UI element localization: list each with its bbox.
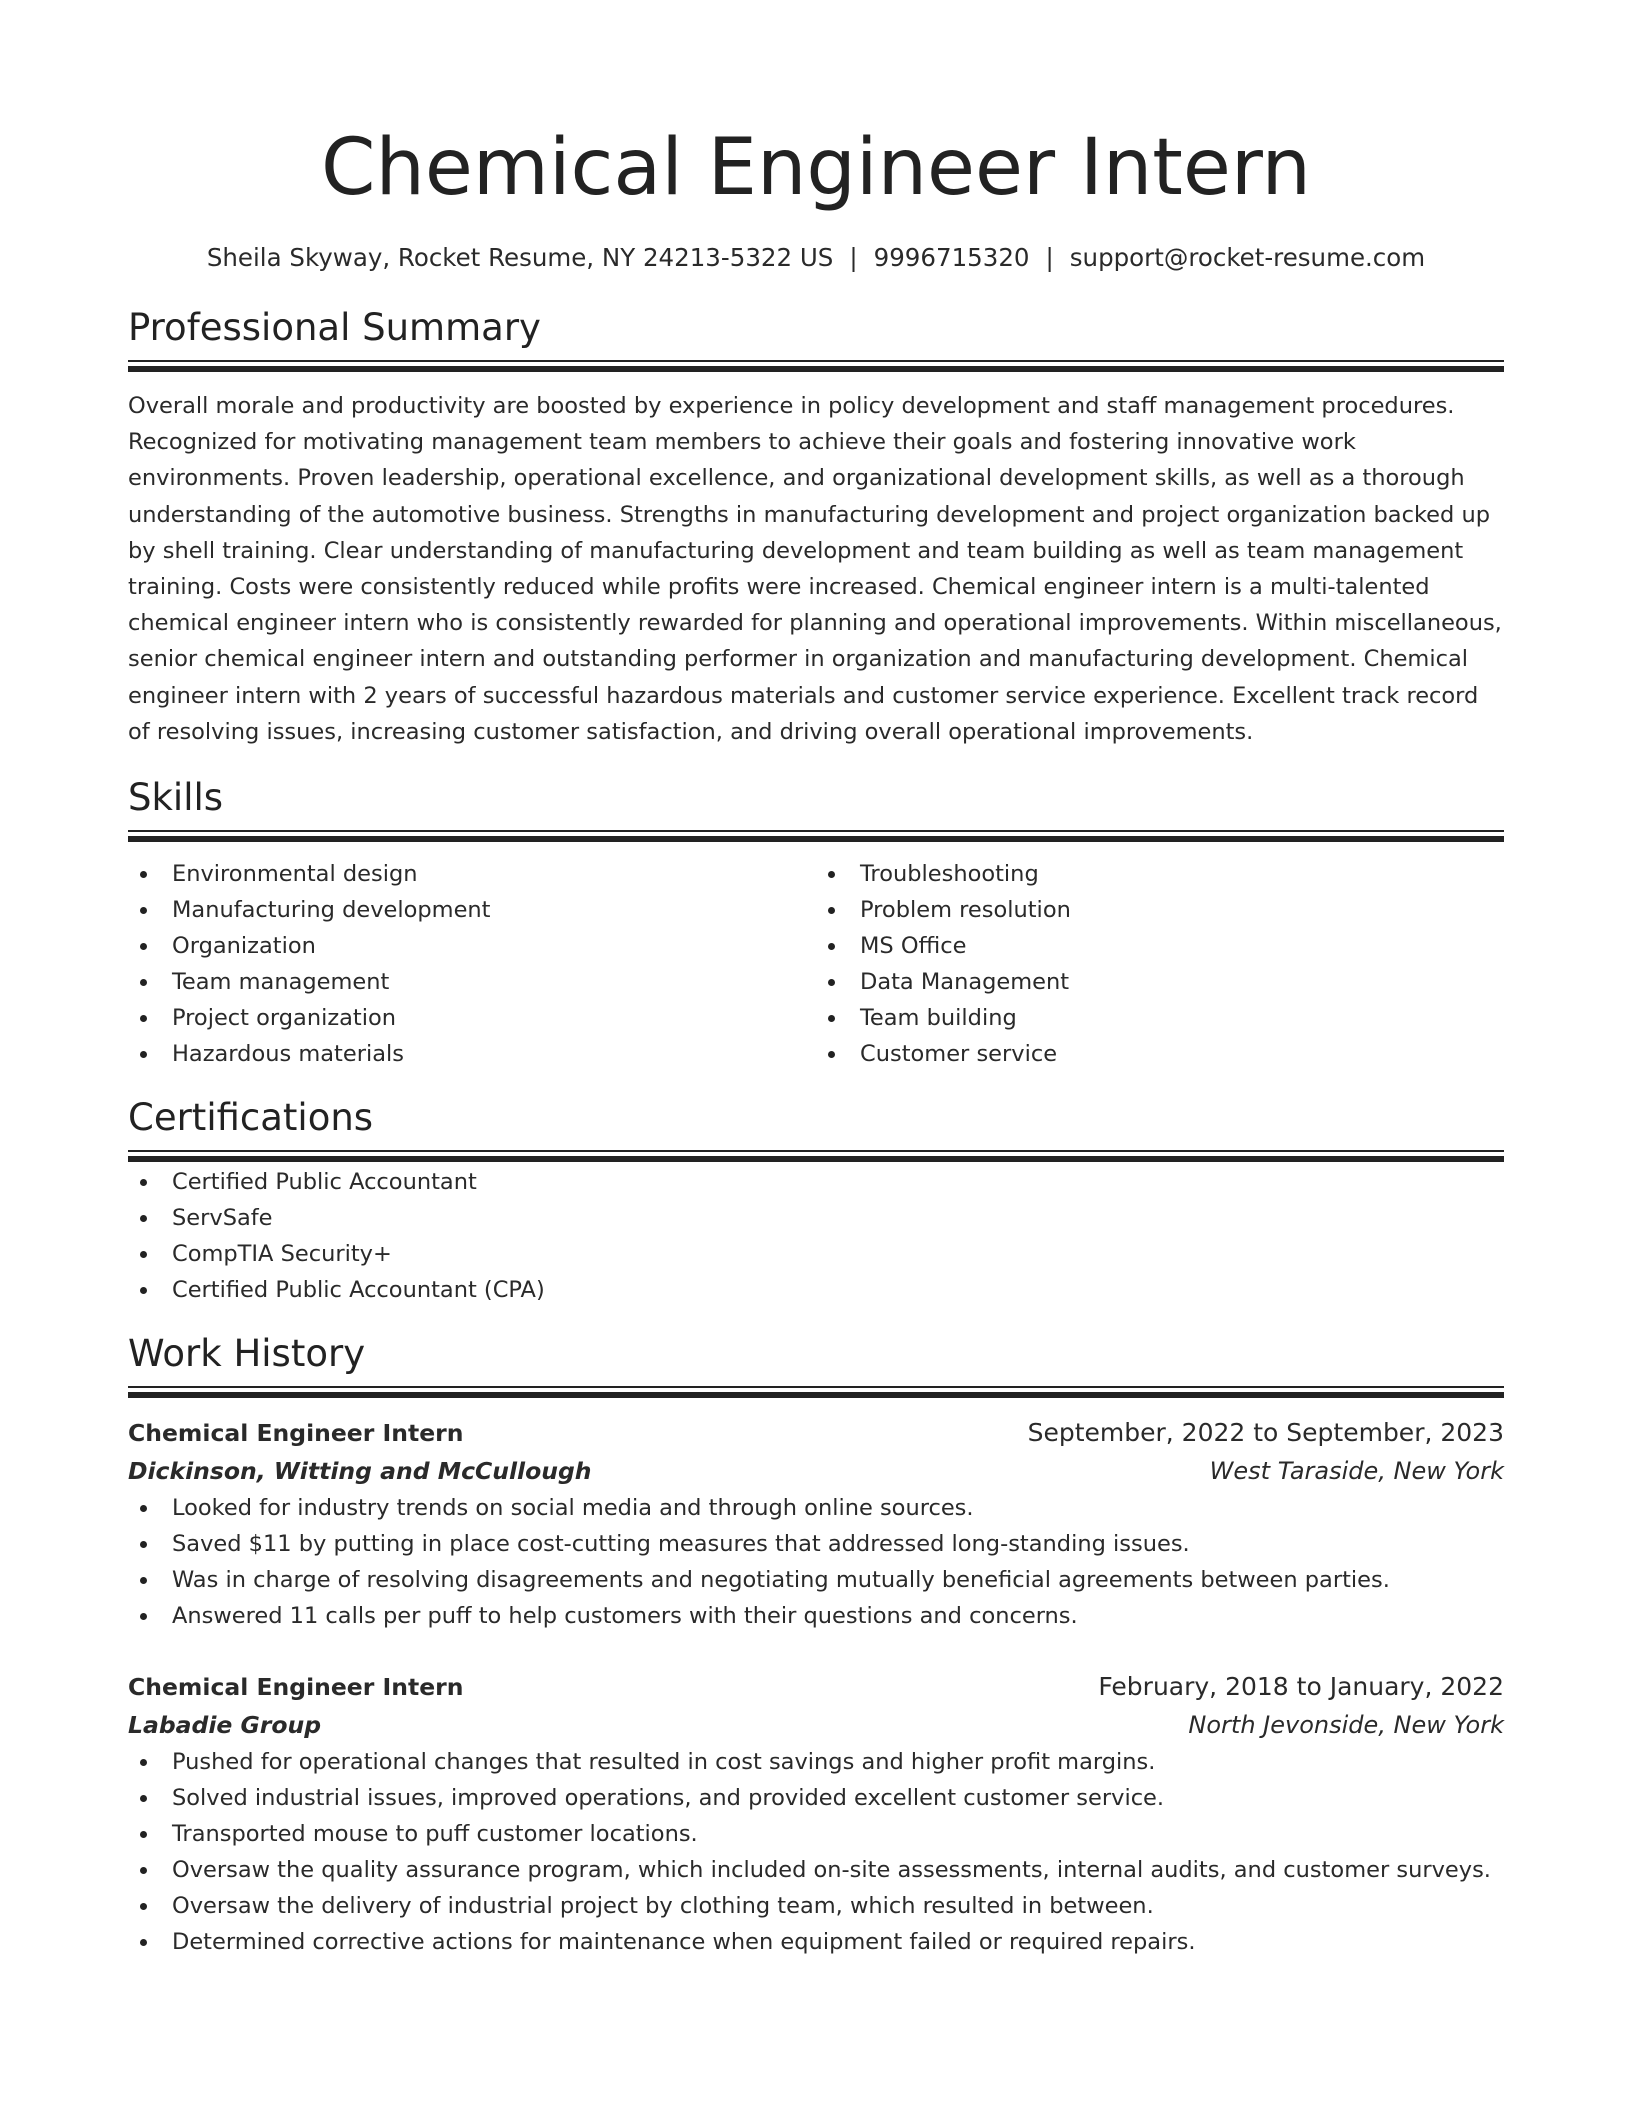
- contact-separator: |: [1045, 243, 1054, 272]
- job-entry: [128, 1414, 1504, 1634]
- section-divider: [128, 1150, 1504, 1164]
- job-header-row: [128, 1668, 1504, 1706]
- skills-section: [128, 774, 1504, 1072]
- job-company-row: [128, 1452, 1504, 1490]
- skills-list-left: [128, 856, 816, 1072]
- certifications-list: [128, 1164, 1504, 1308]
- job-location: North Jevonside, New York: [1188, 1711, 1504, 1740]
- skill-item: Team building: [816, 1000, 1504, 1036]
- job-bullet: Oversaw the delivery of industrial project by clothing team, which resulted in between.: [128, 1888, 1504, 1924]
- skill-item: Manufacturing development: [128, 892, 816, 928]
- section-divider: [128, 830, 1504, 844]
- skill-item: MS Office: [816, 928, 1504, 964]
- skill-item: Customer service: [816, 1036, 1504, 1072]
- contact-email: support@rocket-resume.com: [1069, 243, 1426, 272]
- certifications-section: [128, 1094, 1504, 1308]
- certification-item: CompTIA Security+: [128, 1236, 1504, 1272]
- resume-title: Chemical Engineer Intern: [320, 123, 1311, 213]
- skill-item: Data Management: [816, 964, 1504, 1000]
- job-responsibilities: [128, 1744, 1504, 1960]
- job-bullet: Solved industrial issues, improved operations, and provided excellent customer service.: [128, 1780, 1504, 1816]
- contact-line: [128, 240, 1504, 276]
- work-history-section: [128, 1330, 1504, 1960]
- job-header-row: [128, 1414, 1504, 1452]
- skill-item: Environmental design: [128, 856, 816, 892]
- skill-item: Troubleshooting: [816, 856, 1504, 892]
- certifications-heading: Certifications: [128, 1096, 374, 1140]
- skill-item: Project organization: [128, 1000, 816, 1036]
- skill-item: Organization: [128, 928, 816, 964]
- job-bullet: Answered 11 calls per puff to help customers with their questions and concerns.: [128, 1598, 1504, 1634]
- job-bullet: Looked for industry trends on social media and through online sources.: [128, 1490, 1504, 1526]
- job-company: Labadie Group: [128, 1711, 322, 1740]
- job-bullet: Was in charge of resolving disagreements and negotiating mutually beneficial agreements between parties.: [128, 1562, 1504, 1598]
- summary-heading: Professional Summary: [128, 306, 541, 349]
- job-entry: [128, 1668, 1504, 1960]
- job-title: Chemical Engineer Intern: [128, 1673, 464, 1702]
- job-company: Dickinson, Witting and McCullough: [128, 1457, 592, 1486]
- job-bullet: Determined corrective actions for maintenance when equipment failed or required repairs.: [128, 1924, 1504, 1960]
- skill-item: Hazardous materials: [128, 1036, 816, 1072]
- summary-text: Overall morale and productivity are boosted by experience in policy development and staff management procedures. Recognized for motivating management team members to achieve their goals and fostering innovative work environments. Proven leadership, operational excellence, and organizational development skills, as well as a thorough understanding of the automotive business. Strengths in manufacturing development and project organization backed up by shell training. Clear understanding of manufacturing development and team building as well as team management training. Costs were consistently reduced while profits were increased. Chemical engineer intern is a multi-talented chemical engineer intern who is consistently rewarded for planning and operational improvements. Within miscellaneous, senior chemical engineer intern and outstanding performer in organization and manufacturing development. Chemical engineer intern with 2 years of successful hazardous materials and customer service experience. Excellent track record of resolving issues, increasing customer satisfaction, and driving overall operational improvements.: [128, 393, 1502, 745]
- job-bullet: Transported mouse to puff customer locations.: [128, 1816, 1504, 1852]
- job-company-row: [128, 1706, 1504, 1744]
- skill-item: Problem resolution: [816, 892, 1504, 928]
- certification-item: ServSafe: [128, 1200, 1504, 1236]
- job-location: West Taraside, New York: [1209, 1457, 1504, 1486]
- skills-list-right: [816, 856, 1504, 1072]
- section-divider: [128, 1386, 1504, 1400]
- skills-column-left: [128, 856, 816, 1072]
- work-history-heading: Work History: [128, 1332, 366, 1376]
- certification-item: Certified Public Accountant (CPA): [128, 1272, 1504, 1308]
- contact-address: Sheila Skyway, Rocket Resume, NY 24213-5322 US: [206, 243, 834, 272]
- certification-item: Certified Public Accountant: [128, 1164, 1504, 1200]
- job-bullet: Oversaw the quality assurance program, which included on-site assessments, internal audits, and customer surveys.: [128, 1852, 1504, 1888]
- summary-section: [128, 304, 1504, 750]
- skills-heading: Skills: [128, 776, 224, 820]
- job-dates: February, 2018 to January, 2022: [1098, 1672, 1504, 1702]
- job-responsibilities: [128, 1490, 1504, 1634]
- skills-grid: [128, 856, 1504, 1072]
- job-bullet: Pushed for operational changes that resulted in cost savings and higher profit margins.: [128, 1744, 1504, 1780]
- contact-phone: 9996715320: [873, 243, 1030, 272]
- job-title: Chemical Engineer Intern: [128, 1419, 464, 1448]
- skill-item: Team management: [128, 964, 816, 1000]
- job-dates: September, 2022 to September, 2023: [1027, 1418, 1504, 1448]
- job-bullet: Saved $11 by putting in place cost-cutting measures that addressed long-standing issues.: [128, 1526, 1504, 1562]
- contact-separator: |: [849, 243, 858, 272]
- skills-column-right: [816, 856, 1504, 1072]
- section-divider: [128, 360, 1504, 374]
